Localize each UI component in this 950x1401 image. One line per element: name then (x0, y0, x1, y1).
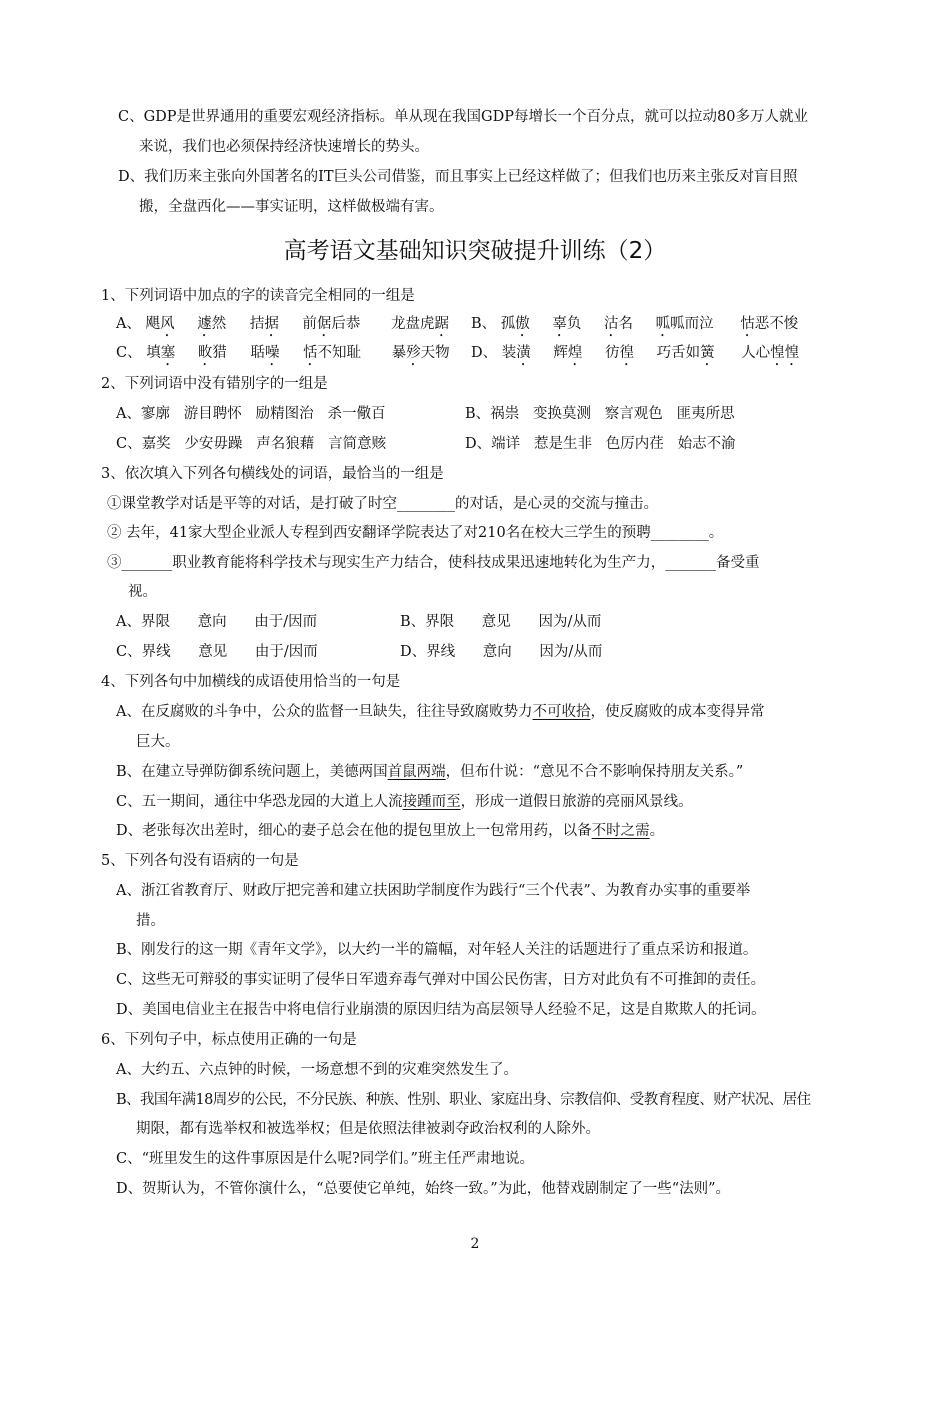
q6-option-c: C、“班里发生的这件事原因是什么呢?同学们。”班主任严肃地说。 (116, 1151, 534, 1167)
q6-stem: 6、下列句子中，标点使用正确的一句是 (101, 1032, 357, 1048)
q1-word: 畋猎 (197, 345, 227, 361)
q2-option-d: D、端详 惹是生非 色厉内荏 始志不渝 (465, 436, 736, 452)
q3-sentence-3-line1: ③_______职业教育能将科学技术与现实生产力结合，使科技成果迅速地转化为生产力，_______备受重 (107, 555, 760, 571)
page-title: 高考语文基础知识突破提升训练（2） (283, 238, 667, 264)
q1-word: 聒噪 (250, 345, 280, 361)
q3-option-c: C、界线 意见 由于/因而 (116, 644, 318, 660)
q5-option-d: D、美国电信业主在报告中将电信行业崩溃的原因归结为高层领导人经验不足，这是自欺欺人的托词。 (116, 1002, 766, 1018)
q1-word: 辜负 (552, 316, 582, 332)
q1-word: 孤傲 (500, 316, 530, 332)
q1-option-a (116, 314, 449, 340)
q3-option-d: D、界线 意向 因为/从而 (400, 644, 603, 660)
q1-word: 遽然 (197, 316, 227, 332)
q6-option-a: A、大约五、六点钟的时候，一场意想不到的灾难突然发生了。 (116, 1062, 518, 1078)
prev-option-d-line2: 搬，全盘西化——事实证明，这样做极端有害。 (139, 199, 444, 215)
q1-word: 装潢 (501, 345, 531, 361)
q4-stem: 4、下列各句中加横线的成语使用恰当的一句是 (101, 674, 401, 690)
page-number: 2 (470, 1236, 480, 1252)
q1-word: 怙恶不悛 (740, 316, 799, 332)
q1-word: 龙盘虎踞 (391, 316, 450, 332)
q1-option-b (471, 314, 798, 340)
q1-word: 彷徨 (604, 345, 634, 361)
q1-word: 恬不知耻 (303, 345, 362, 361)
q1-word: 飓风 (145, 316, 175, 332)
option-label: B、 (471, 316, 497, 332)
q3-sentence-2: ② 去年，41家大型企业派人专程到西安翻译学院表达了对210名在校大三学生的预聘________。 (107, 525, 724, 541)
option-label: C、 (116, 345, 142, 361)
q1-option-c (116, 343, 450, 369)
q1-word: 人心惶惶 (741, 345, 800, 361)
prev-option-c-line2: 来说，我们也必须保持经济快速增长的势头。 (139, 139, 429, 155)
q2-option-b: B、祸祟 变换莫测 察言观色 匪夷所思 (465, 406, 735, 422)
q1-word: 沽名 (603, 316, 633, 332)
option-label: D、 (471, 345, 498, 361)
option-label: A、 (116, 316, 141, 332)
q3-sentence-3-line2: 视。 (128, 584, 157, 600)
q5-stem: 5、下列各句没有语病的一句是 (101, 853, 299, 869)
q1-option-d (471, 343, 799, 369)
q2-option-c: C、嘉奖 少安毋躁 声名狼藉 言简意赅 (116, 436, 387, 452)
q2-option-a: A、寥廓 游目聘怀 励精图治 杀一儆百 (116, 406, 386, 422)
q6-option-b-line2: 期限，都有选举权和被选举权；但是依照法律被剥夺政治权利的人除外。 (136, 1121, 600, 1137)
q1-word: 呱呱而泣 (655, 316, 714, 332)
q1-word: 填塞 (146, 345, 176, 361)
prev-option-c-line1: C、GDP是世界通用的重要宏观经济指标。单从现在我国GDP每增长一个百分点，就可以拉动80多万人就业 (118, 109, 808, 125)
underlined-idiom: 接踵而至 (402, 794, 461, 810)
q4-option-a-line2: 巨大。 (136, 734, 180, 750)
underlined-idiom: 不可收拾 (532, 704, 591, 720)
q6-option-d: D、贺斯认为，不管你演什么，“总要使它单纯，始终一致。”为此，他替戏剧制定了一些“法则”。 (116, 1181, 731, 1197)
q3-sentence-1: ①课堂教学对话是平等的对话，是打破了时空________的对话，是心灵的交流与撞击。 (107, 496, 658, 512)
q1-word: 前倨后恭 (302, 316, 361, 332)
q5-option-c: C、这些无可辩驳的事实证明了侵华日军遗弃毒气弹对中国公民伤害，日方对此负有不可推卸的责任。 (116, 972, 766, 988)
q1-word: 巧舌如簧 (656, 345, 715, 361)
q4-option-d: D、老张每次出差时，细心的妻子总会在他的提包里放上一包常用药，以备不时之需。 (116, 823, 665, 839)
q1-word: 辉煌 (553, 345, 583, 361)
q3-stem: 3、依次填入下列各句横线处的词语，最恰当的一组是 (101, 466, 444, 482)
q3-option-a: A、界限 意向 由于/因而 (116, 614, 318, 630)
q4-option-c: C、五一期间，通往中华恐龙园的大道上人流接踵而至，形成一道假日旅游的亮丽风景线。 (116, 794, 693, 810)
q1-stem: 1、下列词语中加点的字的读音完全相同的一组是 (101, 288, 415, 304)
q1-word: 拮据 (249, 316, 279, 332)
q4-option-b: B、在建立导弹防御系统问题上，美德两国首鼠两端，但布什说：“意见不合不影响保持朋友关系。” (116, 764, 744, 780)
q6-option-b-line1: B、我国年满18周岁的公民，不分民族、种族、性别、职业、家庭出身、宗教信仰、受教育程度、财产状况、居住 (116, 1092, 811, 1108)
underlined-idiom: 不时之需 (591, 823, 650, 839)
q5-option-b: B、刚发行的这一期《青年文学》，以大约一半的篇幅，对年轻人关注的话题进行了重点采访和报道。 (116, 942, 758, 958)
q5-option-a-line1: A、浙江省教育厅、财政厅把完善和建立扶困助学制度作为践行“三个代表”、为教育办实事的重要举 (116, 883, 751, 899)
q3-option-b: B、界限 意见 因为/从而 (400, 614, 602, 630)
q4-option-a-line1: A、在反腐败的斗争中，公众的监督一旦缺失，往往导致腐败势力不可收拾，使反腐败的成本变得异常 (116, 704, 765, 720)
q1-word: 暴殄天物 (391, 345, 450, 361)
q5-option-a-line2: 措。 (136, 913, 165, 929)
underlined-idiom: 首鼠两端 (387, 764, 446, 780)
prev-option-d-line1: D、我们历来主张向外国著名的IT巨头公司借鉴，而且事实上已经这样做了；但我们也历来主张反对盲目照 (118, 169, 798, 185)
q2-stem: 2、下列词语中没有错别字的一组是 (101, 376, 328, 392)
